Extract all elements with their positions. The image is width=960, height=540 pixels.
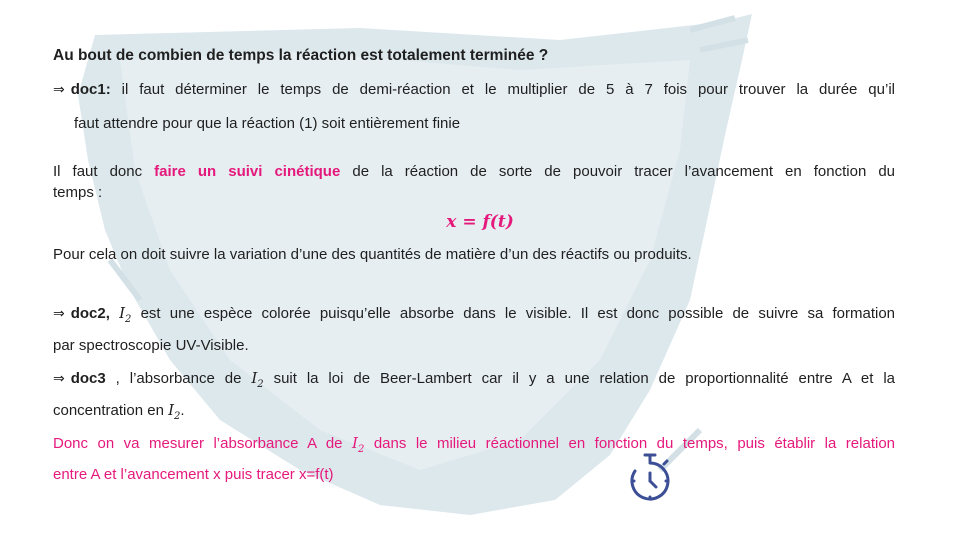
doc3-label: doc3 (70, 370, 106, 387)
doc1-label: doc1: (70, 81, 111, 98)
doc2-line-2 (53, 336, 895, 356)
page-title-text: Au bout de combien de temps la réaction est totalement terminée ? (53, 47, 549, 64)
implies-arrow-icon: ⇒ (53, 82, 65, 98)
pour-cela-line (53, 245, 895, 265)
suivi-highlight: faire un suivi cinétique (154, 163, 341, 180)
equation-text: x = f(t) (446, 212, 514, 232)
doc3-line-1 (53, 368, 895, 395)
doc2-label: doc2, (70, 305, 110, 322)
conclusion-text-2: entre A et l’avancement x puis tracer x=f(t) (53, 466, 334, 483)
doc2-text-1: est une espèce colorée puisqu’elle absorbe dans le visible. Il est donc possible de suivre sa formation (140, 305, 896, 322)
doc3-text-2-pre: concentration en (53, 402, 164, 419)
species-subscript: 2 (174, 411, 181, 422)
species-symbol: I (119, 304, 126, 322)
conclusion-pre: Donc on va mesurer l’absorbance A de (53, 435, 343, 452)
species-subscript: 2 (257, 379, 264, 390)
implies-arrow-icon: ⇒ (53, 306, 65, 322)
doc3-species-2 (168, 401, 181, 422)
suivi-line-2-text: temps : (53, 184, 103, 201)
equation (0, 212, 960, 232)
doc3-species (251, 369, 264, 390)
suivi-pre: Il faut donc (53, 163, 143, 180)
species-symbol: I (251, 369, 258, 387)
doc1-text-1: il faut déterminer le temps de demi-réaction et le multiplier de 5 à 7 fois pour trouver la durée qu’il (121, 81, 895, 98)
stopwatch-icon (626, 452, 674, 504)
suivi-line-1 (53, 162, 895, 182)
species-subscript: 2 (125, 314, 132, 325)
doc1-line-1 (53, 80, 895, 100)
species-subscript: 2 (357, 444, 365, 455)
page-title (53, 46, 895, 66)
doc3-text-1: suit la loi de Beer-Lambert car il y a une relation de proportionnalité entre A et la (273, 370, 896, 387)
doc2-line-1 (53, 303, 895, 330)
doc2-species (119, 304, 132, 325)
doc1-text-2: faut attendre pour que la réaction (1) soit entièrement finie (74, 115, 461, 132)
pour-cela-text: Pour cela on doit suivre la variation d’une des quantités de matière d’un des réactifs ou produits. (53, 246, 692, 263)
suivi-post: de la réaction de sorte de pouvoir tracer l’avancement en fonction du (352, 163, 896, 180)
implies-arrow-icon: ⇒ (53, 371, 65, 387)
doc1-line-2 (74, 114, 916, 134)
conclusion-line-1 (53, 433, 895, 460)
conclusion-post: dans le milieu réactionnel en fonction du temps, puis établir la relation (373, 435, 895, 452)
doc2-text-2: par spectroscopie UV-Visible. (53, 337, 249, 354)
conclusion-line-2 (53, 465, 895, 485)
conclusion-species (352, 434, 365, 455)
doc3-text-2-post: . (180, 402, 185, 419)
doc3-line-2 (53, 400, 895, 427)
species-symbol: I (168, 401, 175, 419)
doc3-pre: , l’absorbance de (115, 370, 242, 387)
species-symbol: I (352, 434, 358, 452)
suivi-line-2 (53, 183, 895, 203)
